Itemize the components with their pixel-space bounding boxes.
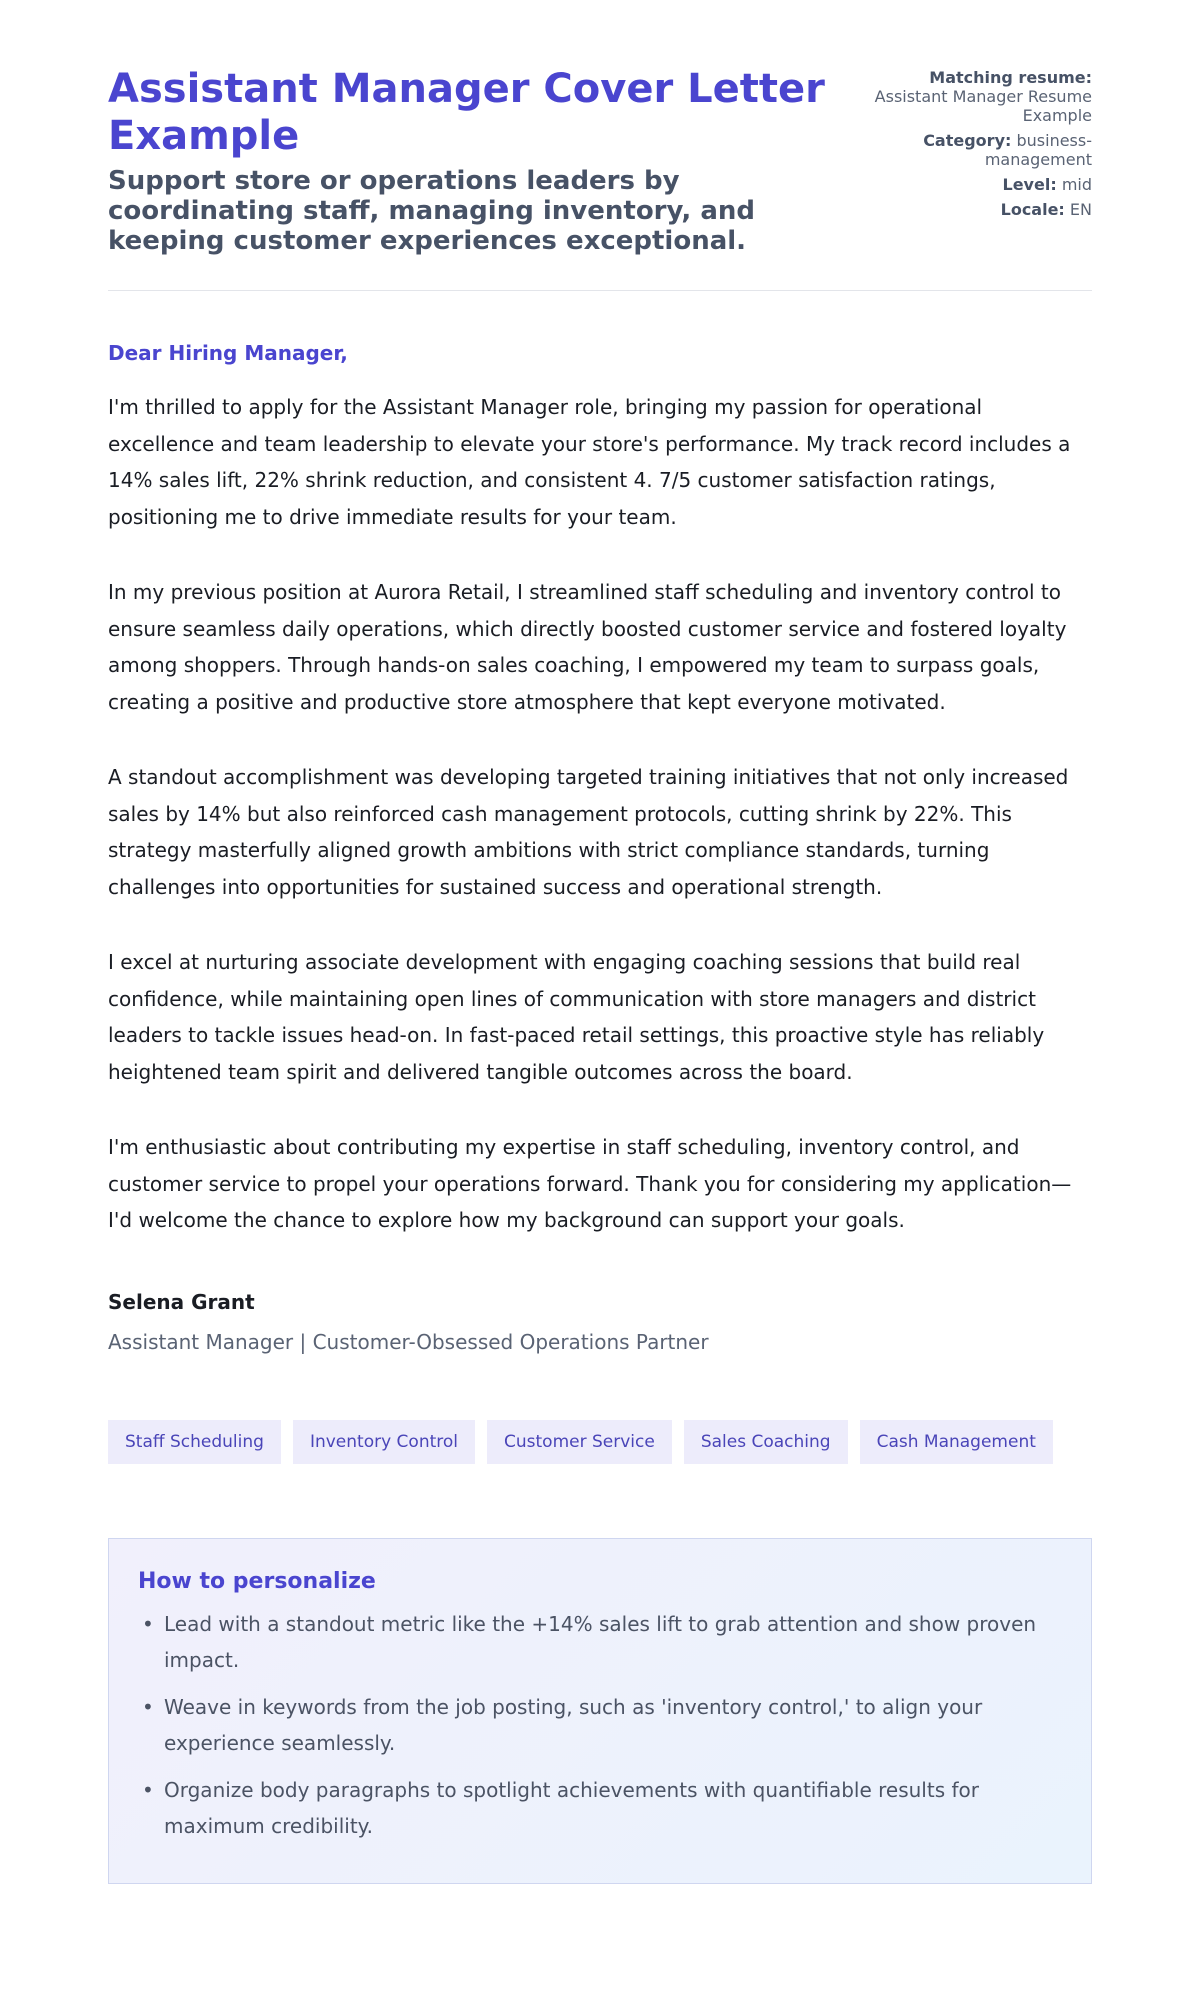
letter-body bbox=[108, 389, 1092, 1239]
letter-paragraph: I'm thrilled to apply for the Assistant Manager role, bringing my passion for operational excellence and team leadership to elevate your store's performance. My track record includes a 14% sales lift, 22% shrink reduction, and consistent 4. 7/5 customer satisfaction ratings, positioning me to drive immediate results for your team. bbox=[108, 395, 1071, 529]
letter-paragraph: I'm enthusiastic about contributing my expertise in staff scheduling, inventory control, and customer service to propel your operations forward. Thank you for considering my application—I'd welcome the chance to explore how my background can support your goals. bbox=[108, 1135, 1072, 1232]
tip-text: Organize body paragraphs to spotlight achievements with quantifiable results for maximum credibility. bbox=[164, 1777, 979, 1838]
meta-category bbox=[873, 131, 1092, 169]
skill-tag: Cash Management bbox=[860, 1420, 1053, 1464]
tip-item bbox=[138, 1772, 1062, 1845]
letter-salutation: Dear Hiring Manager, bbox=[108, 341, 348, 365]
signature-name: Selena Grant bbox=[108, 1289, 255, 1314]
meta-locale bbox=[873, 200, 1092, 219]
tips-list bbox=[138, 1606, 1062, 1845]
personalize-tips-box bbox=[108, 1538, 1092, 1884]
page-subtitle: Support store or operations leaders by coordinating staff, managing inventory, and keeping customer experiences exceptional. bbox=[108, 166, 756, 256]
skill-tags bbox=[108, 1420, 1092, 1464]
meta-category-value: business-management bbox=[984, 131, 1092, 169]
meta-matching-resume-label: Matching resume: bbox=[929, 68, 1092, 87]
bullet-icon: • bbox=[142, 1777, 154, 1802]
letter-paragraph: I excel at nurturing associate development with engaging coaching sessions that build real confidence, while maintaining open lines of communication with store managers and district leaders to tackle issues head-on. In fast-paced retail settings, this proactive style has reliably heightened team spirit and delivered tangible outcomes across the board. bbox=[108, 950, 1045, 1084]
tip-item bbox=[138, 1689, 1062, 1762]
header-title-block bbox=[108, 66, 873, 256]
tip-text: Lead with a standout metric like the +14% sales lift to grab attention and show proven impact. bbox=[164, 1611, 1037, 1672]
page-title: Assistant Manager Cover Letter Example bbox=[108, 66, 825, 159]
skill-tag: Staff Scheduling bbox=[108, 1420, 281, 1464]
letter-paragraph: A standout accomplishment was developing targeted training initiatives that not only increased sales by 14% but also reinforced cash management protocols, cutting shrink by 22%. This strategy masterfully aligned growth ambitions with strict compliance standards, turning challenges into opportunities for sustained success and operational strength. bbox=[108, 765, 1069, 899]
skill-tag: Sales Coaching bbox=[684, 1420, 848, 1464]
signature-title: Assistant Manager | Customer-Obsessed Operations Partner bbox=[108, 1329, 709, 1354]
skill-tag: Customer Service bbox=[487, 1420, 672, 1464]
skill-tag: Inventory Control bbox=[293, 1420, 475, 1464]
page-header bbox=[108, 0, 1092, 291]
meta-panel bbox=[873, 66, 1092, 225]
meta-level bbox=[873, 175, 1092, 194]
meta-locale-value: EN bbox=[1069, 200, 1092, 219]
letter-paragraph: In my previous position at Aurora Retail, I streamlined staff scheduling and inventory control to ensure seamless daily operations, which directly boosted customer service and fostered loyalty among shoppers. Through hands-on sales coaching, I empowered my team to surpass goals, creating a positive and productive store atmosphere that kept everyone motivated. bbox=[108, 580, 1067, 714]
tip-item bbox=[138, 1606, 1062, 1679]
tips-title: How to personalize bbox=[138, 1568, 376, 1594]
meta-category-label: Category: bbox=[923, 131, 1012, 150]
meta-matching-resume-value: Assistant Manager Resume Example bbox=[874, 87, 1092, 125]
bullet-icon: • bbox=[142, 1611, 154, 1636]
tip-text: Weave in keywords from the job posting, such as 'inventory control,' to align your experience seamlessly. bbox=[164, 1694, 983, 1755]
meta-locale-label: Locale: bbox=[1000, 200, 1065, 219]
meta-level-value: mid bbox=[1061, 175, 1092, 194]
bullet-icon: • bbox=[142, 1694, 154, 1719]
meta-level-label: Level: bbox=[1002, 175, 1057, 194]
meta-matching-resume bbox=[873, 68, 1092, 125]
